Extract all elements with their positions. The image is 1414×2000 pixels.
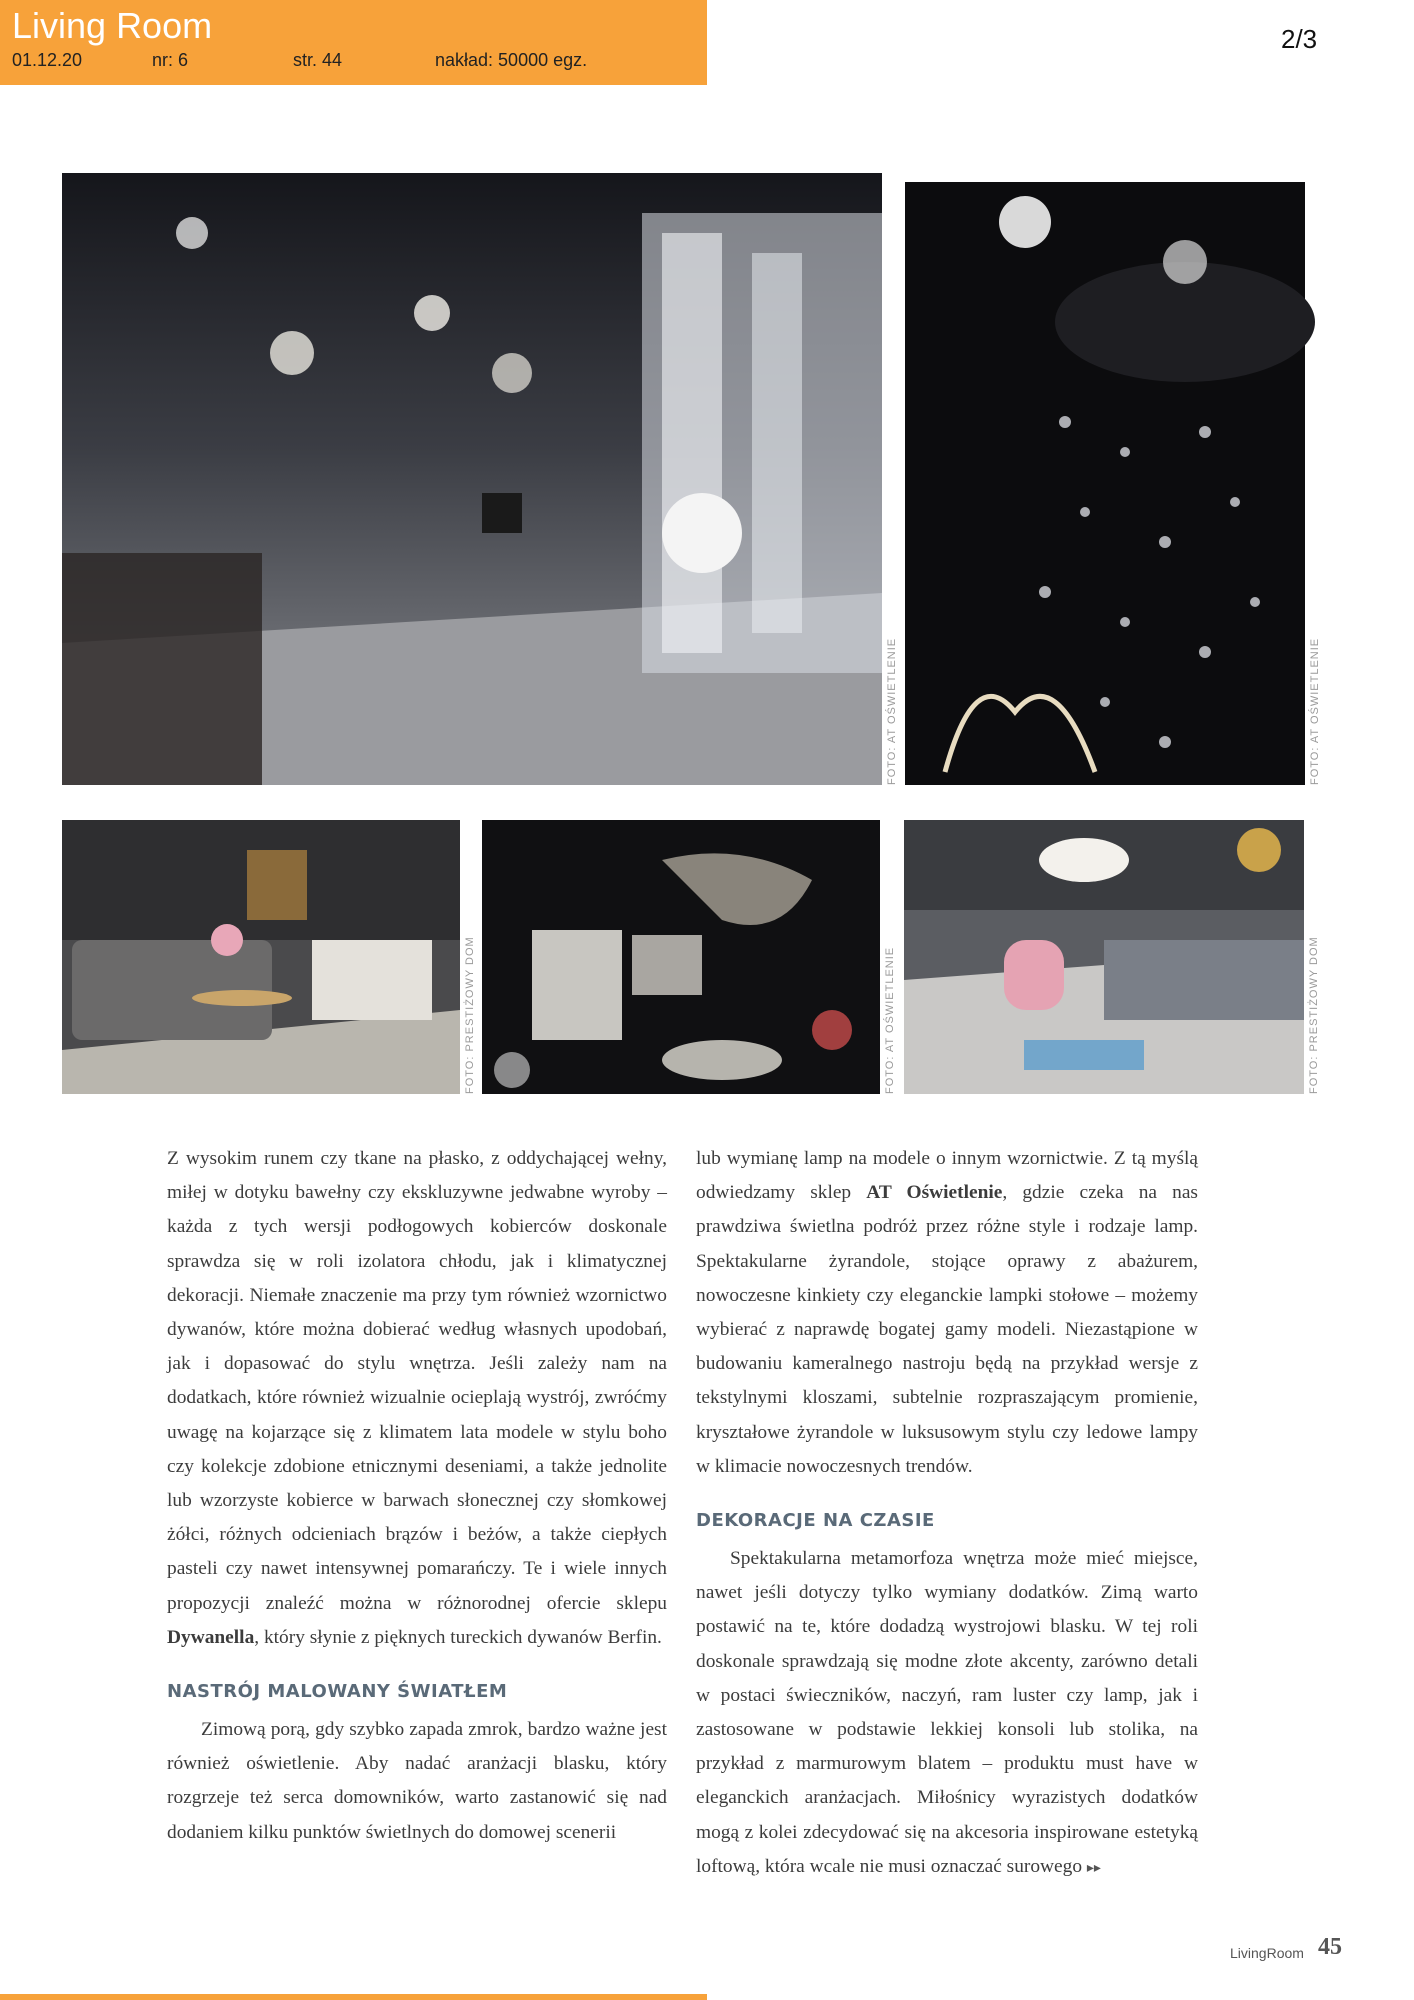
photo-credit: FOTO: AT OŚWIETLENIE: [1309, 637, 1321, 785]
photo-credit: FOTO: PRESTIŻOWY DOM: [1308, 936, 1320, 1094]
photo-bird-chandelier: [905, 182, 1321, 785]
brand-name: AT Oświetlenie: [866, 1182, 1003, 1204]
footer-page-number: 45: [1318, 1934, 1342, 1960]
article-paragraph: Z wysokim runem czy tkane na płasko, z oddychającej wełny, miłej w dotyku bawełny czy ekskluzywne jedwabne wyroby – każda z tych wersji podłogowych kobierców doskonale sprawdza się w roli izolatora chłodu, jak i klimatycznej dekoracji. Niemałe znaczenie ma przy tym również wzornictwo dywanów, które można dobierać według własnych upodobań, jak i dopasować do stylu wnętrza. Jeśli zależy nam na dodatkach, które również wizualnie ocieplają wystrój, zwróćmy uwagę na kojarzące się z klimatem lata modele w stylu boho czy kolekcje zdobione etnicznymi deseniami, a także jednolite lub wzorzyste kobierce w barwach słonecznej czy słomkowej żółci, różnych odcieniach brązów i beżów, a także ciepłych pasteli czy nawet intensywnej pomarańczy. Te i wiele innych propozycji znaleźć można w różnorodnej ofercie sklepu Dywanella, który słynie z pięknych tureckich dywanów Berfin.: [167, 1148, 667, 1648]
article-paragraph: lub wymianę lamp na modele o innym wzornictwie. Z tą myślą odwiedzamy sklep AT Oświetlenie, gdzie czeka na nas prawdziwa świetlna podróż przez różne style i rodzaje lamp. Spektakularne żyrandole, stojące oprawy z abażurem, nowoczesne kinkiety czy eleganckie lampki stołowe – możemy wybierać z naprawdę bogatej gamy modeli. Niezastąpione w budowaniu kameralnego nastroju będą na przykład wersje z tekstylnymi kloszami, subtelnie rozpraszającym promienie, kryształowe żyrandole w luksusowym stylu czy ledowe lampy w klimacie nowoczesnych trendów.: [696, 1148, 1198, 1477]
photo-showroom-pink-chair-image: [904, 820, 1304, 1094]
photo-crystal-chandeliers: [482, 820, 896, 1094]
bottom-band: [0, 1994, 707, 2000]
article-column-left: [167, 1142, 667, 1850]
section-heading: NASTRÓJ MALOWANY ŚWIATŁEM: [167, 1681, 508, 1703]
continue-arrow-icon: ▸▸: [1086, 1859, 1101, 1876]
publication-title: Living Room: [12, 5, 213, 46]
article-paragraph: Spektakularna metamorfoza wnętrza może mieć miejsce, nawet jeśli dotyczy tylko wymiany dodatków. Zimą warto postawić na te, które dodadzą wystrojowi blasku. W tej roli doskonale sprawdzają się modne złote akcenty, zarówno detali w postaci świeczników, naczyń, ram luster czy lamp, jak i zastosowane w podstawie lekkiej konsoli lub stolika, na przykład z marmurowym blatem – produktu must have w eleganckich aranżacjach. Miłośnicy wyrazistych dodatków mogą z kolei zdecydować się na akcesoria inspirowane estetyką loftową, która wcale nie musi oznaczać surowego ▸▸: [696, 1548, 1198, 1877]
footer-brand: LivingRoom: [1230, 1945, 1304, 1961]
page-count: 2/3: [1281, 24, 1318, 54]
article-column-right: [696, 1142, 1198, 1885]
issue-date: 01.12.20: [12, 50, 83, 70]
brand-name: Dywanella: [167, 1626, 255, 1648]
photo-crystal-chandeliers-image: [482, 820, 880, 1094]
source-page: str. 44: [293, 50, 343, 70]
photo-credit: FOTO: AT OŚWIETLENIE: [884, 946, 896, 1094]
section-heading: DEKORACJE NA CZASIE: [696, 1510, 935, 1532]
photo-showroom-pink-chair: [904, 820, 1320, 1094]
photo-lighting-showroom-image: [62, 173, 882, 785]
circulation: nakład: 50000 egz.: [435, 50, 588, 70]
photo-living-room-sofa-image: [62, 820, 460, 1094]
photo-bird-chandelier-image: [905, 182, 1305, 785]
photo-living-room-sofa: [62, 820, 476, 1094]
issue-number: nr: 6: [152, 50, 189, 70]
photo-credit: FOTO: AT OŚWIETLENIE: [886, 637, 898, 785]
photo-credit: FOTO: PRESTIŻOWY DOM: [464, 936, 476, 1094]
header-band: [0, 0, 707, 85]
photo-lighting-showroom: [62, 173, 898, 785]
article-paragraph: Zimową porą, gdy szybko zapada zmrok, bardzo ważne jest również oświetlenie. Aby nadać aranżacji blasku, który rozgrzeje też serca domowników, warto zastanowić się nad dodaniem kilku punktów świetlnych do domowej scenerii: [167, 1719, 667, 1843]
